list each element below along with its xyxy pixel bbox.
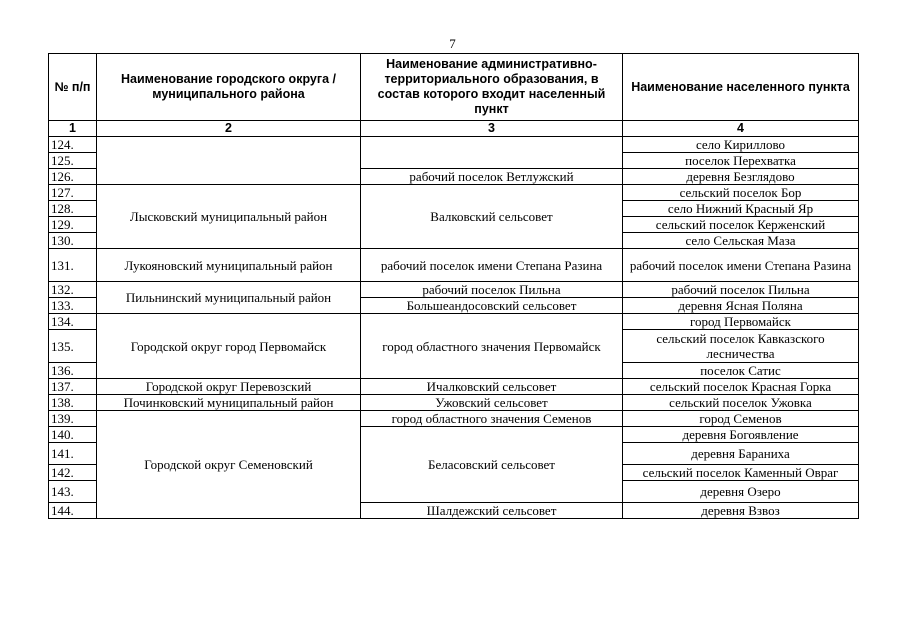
row-number: 129. [49,217,97,233]
row-number: 131. [49,249,97,282]
admin-unit-cell: Большеандосовский сельсовет [361,298,623,314]
district-cell: Лукояновский муниципальный район [97,249,361,282]
settlement-cell: город Семенов [623,411,859,427]
admin-unit-cell: рабочий поселок Пильна [361,282,623,298]
settlement-cell: сельский поселок Керженский [623,217,859,233]
table-row [49,249,859,282]
settlement-cell: поселок Перехватка [623,153,859,169]
page-number: 7 [449,36,456,51]
row-number: 127. [49,185,97,201]
settlement-cell: село Кириллово [623,137,859,153]
row-number: 128. [49,201,97,217]
admin-unit-cell: Шалдежский сельсовет [361,503,623,519]
column-number-row [49,121,859,137]
settlement-cell: деревня Озеро [623,481,859,503]
table-row [49,379,859,395]
district-cell: Городской округ Перевозский [97,379,361,395]
header-number: № п/п [49,54,97,121]
settlement-cell: село Нижний Красный Яр [623,201,859,217]
district-cell: Городской округ Семеновский [97,411,361,519]
row-number: 141. [49,443,97,465]
row-number: 136. [49,363,97,379]
admin-unit-cell: Ичалковский сельсовет [361,379,623,395]
admin-unit-cell: город областного значения Семенов [361,411,623,427]
table-row [49,137,859,153]
settlement-cell: деревня Бараниха [623,443,859,465]
settlement-cell: поселок Сатис [623,363,859,379]
settlement-cell: деревня Ясная Поляна [623,298,859,314]
column-number: 4 [623,121,859,137]
admin-unit-cell: Беласовский сельсовет [361,427,623,503]
settlement-cell: сельский поселок Каменный Овраг [623,465,859,481]
settlement-cell: город Первомайск [623,314,859,330]
row-number: 142. [49,465,97,481]
settlement-cell: рабочий поселок Пильна [623,282,859,298]
settlement-cell: сельский поселок Кавказского лесничества [623,330,859,363]
row-number: 144. [49,503,97,519]
header-row [49,54,859,121]
header-district: Наименование городского округа / муниципального района [97,54,361,121]
row-number: 126. [49,169,97,185]
table-row [49,395,859,411]
admin-unit-cell: рабочий поселок Ветлужский [361,169,623,185]
row-number: 134. [49,314,97,330]
row-number: 138. [49,395,97,411]
table-row [49,282,859,298]
row-number: 125. [49,153,97,169]
admin-unit-cell: город областного значения Первомайск [361,314,623,379]
row-number: 137. [49,379,97,395]
row-number: 132. [49,282,97,298]
column-number: 1 [49,121,97,137]
district-cell: Городской округ город Первомайск [97,314,361,379]
district-cell: Лысковский муниципальный район [97,185,361,249]
table-row [49,411,859,427]
header-admin-unit: Наименование административно-территориального образования, в состав которого входит населенный пункт [361,54,623,121]
settlement-cell: деревня Богоявление [623,427,859,443]
row-number: 124. [49,137,97,153]
district-cell: Починковский муниципальный район [97,395,361,411]
column-number: 3 [361,121,623,137]
admin-unit-cell: Валковский сельсовет [361,185,623,249]
row-number: 143. [49,481,97,503]
column-number: 2 [97,121,361,137]
row-number: 133. [49,298,97,314]
district-cell: Пильнинский муниципальный район [97,282,361,314]
settlement-cell: село Сельская Маза [623,233,859,249]
admin-unit-cell [361,137,623,169]
settlement-cell: деревня Взвоз [623,503,859,519]
table-row [49,185,859,201]
row-number: 135. [49,330,97,363]
settlement-cell: сельский поселок Бор [623,185,859,201]
admin-unit-cell: Ужовский сельсовет [361,395,623,411]
settlement-cell: деревня Безглядово [623,169,859,185]
header-settlement: Наименование населенного пункта [623,54,859,121]
row-number: 140. [49,427,97,443]
row-number: 130. [49,233,97,249]
district-cell [97,137,361,185]
row-number: 139. [49,411,97,427]
settlement-cell: рабочий поселок имени Степана Разина [623,249,859,282]
settlements-table [48,53,859,519]
settlement-cell: сельский поселок Ужовка [623,395,859,411]
settlement-cell: сельский поселок Красная Горка [623,379,859,395]
table-row [49,314,859,330]
admin-unit-cell: рабочий поселок имени Степана Разина [361,249,623,282]
